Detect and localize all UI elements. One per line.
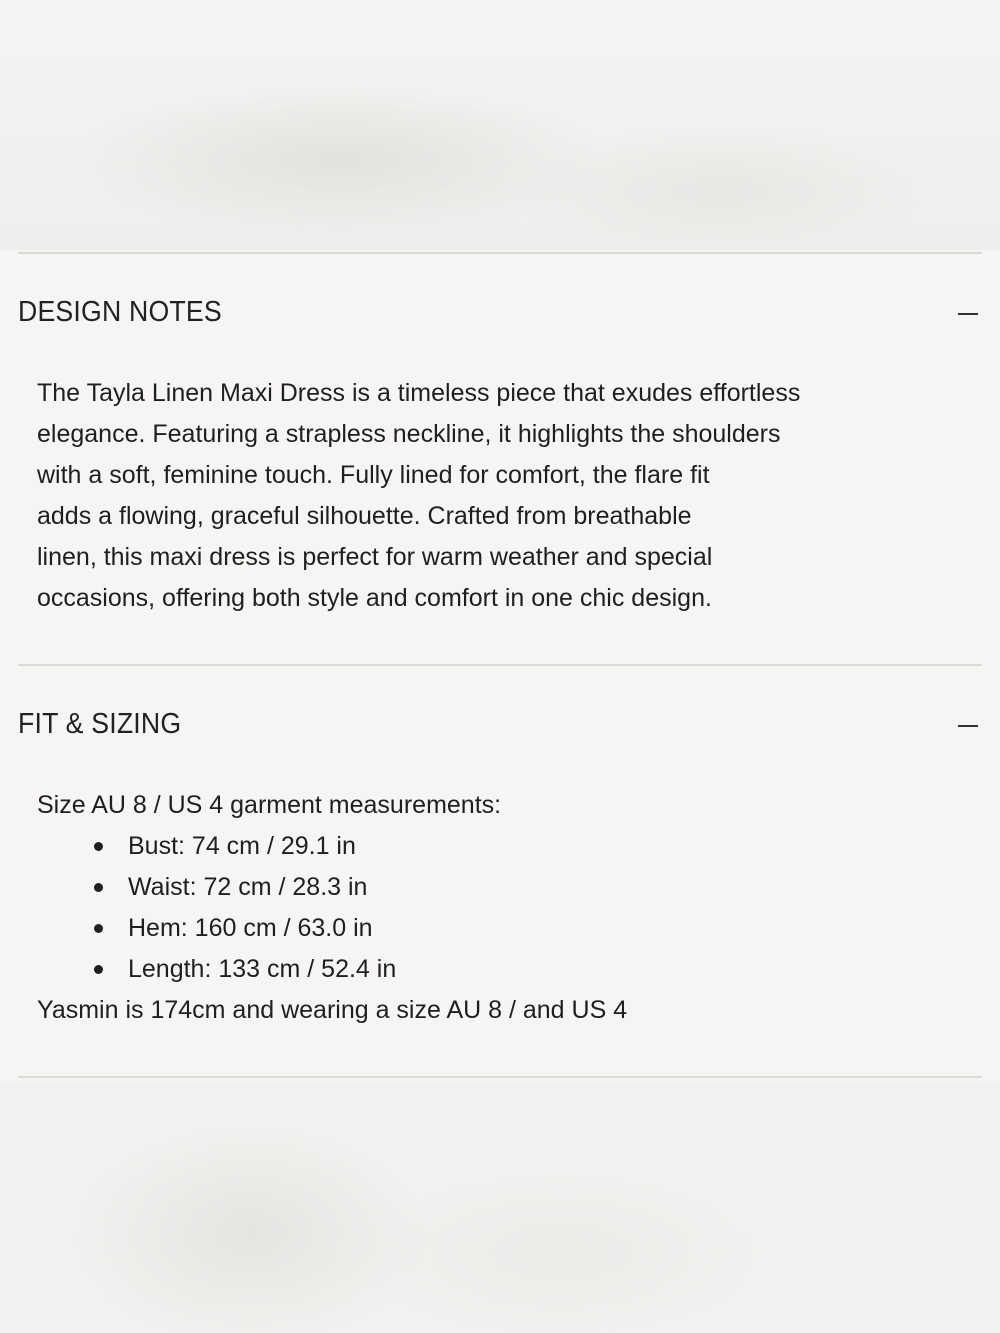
description-line: adds a flowing, graceful silhouette. Crafted from breathable — [37, 502, 692, 530]
design-notes-description — [37, 373, 937, 619]
measurements-intro: Size AU 8 / US 4 garment measurements: — [37, 791, 502, 819]
divider — [18, 1076, 982, 1078]
fit-sizing-heading[interactable]: FIT & SIZING — [18, 708, 182, 740]
divider — [18, 664, 982, 666]
description-line: elegance. Featuring a strapless neckline, it highlights the shoulders — [37, 420, 781, 448]
design-notes-toggle[interactable] — [948, 294, 988, 334]
description-line: occasions, offering both style and comfort in one chic design. — [37, 584, 712, 612]
design-notes-heading[interactable]: DESIGN NOTES — [18, 296, 222, 328]
description-line: linen, this maxi dress is perfect for warm weather and special — [37, 543, 713, 571]
measurement-item: Bust: 74 cm / 29.1 in — [37, 826, 396, 867]
product-image-top — [0, 0, 1000, 250]
divider — [18, 252, 982, 254]
measurement-item: Length: 133 cm / 52.4 in — [37, 949, 396, 990]
description-line: with a soft, feminine touch. Fully lined for comfort, the flare fit — [37, 461, 710, 489]
measurement-item: Waist: 72 cm / 28.3 in — [37, 867, 396, 908]
measurement-item: Hem: 160 cm / 63.0 in — [37, 908, 396, 949]
product-image-bottom — [0, 1082, 1000, 1333]
minus-icon — [958, 725, 978, 727]
minus-icon — [958, 313, 978, 315]
model-size-note: Yasmin is 174cm and wearing a size AU 8 / and US 4 — [37, 996, 628, 1024]
description-line: The Tayla Linen Maxi Dress is a timeless piece that exudes effortless — [37, 379, 801, 407]
measurements-list — [37, 826, 396, 990]
fit-sizing-toggle[interactable] — [948, 706, 988, 746]
